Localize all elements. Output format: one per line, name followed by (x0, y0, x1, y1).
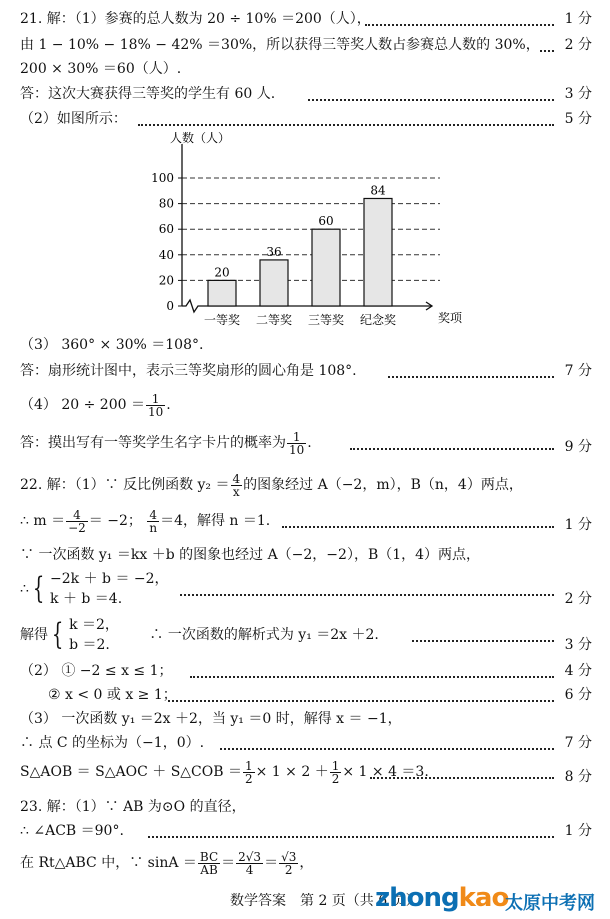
score: 7 分 (564, 735, 592, 751)
bar (260, 260, 288, 306)
y-tick-label: 100 (151, 171, 174, 185)
q23-line-2 (20, 820, 600, 842)
q23-line-3 (20, 846, 600, 880)
equals: ＝ (264, 855, 279, 871)
data-label: 36 (266, 244, 282, 259)
q22-line-2 (20, 506, 600, 536)
q21-text-3: 200 × 30% ＝60（人）. (20, 61, 182, 77)
q21-line-8: （4） 20 ÷ 200 ＝ $\frac{1}{10}$ . (20, 391, 171, 419)
y-tick-label: 60 (158, 222, 174, 237)
dot-leader (168, 678, 554, 702)
q21-line-9: 答：摸出写有一等奖学生名字卡片的概率为 $\frac{1}{10}$ . 9 分 (20, 428, 600, 458)
q22-line-5 (20, 614, 600, 656)
bar (364, 198, 392, 306)
dot-leader (540, 28, 554, 52)
data-label: 60 (318, 214, 334, 229)
page-footer: 数学答案 第 2 页（共 6 页） (230, 893, 420, 909)
q22-text-2c: ＝4，解得 n ＝1. (160, 513, 271, 529)
dot-leader (370, 755, 554, 779)
equals: ＝ (221, 855, 236, 871)
q23-text-1: 23. 解：（1）∵ AB 为⊙O 的直径， (20, 799, 246, 815)
q21-line-2 (20, 34, 600, 56)
q22-line-1 (20, 470, 600, 500)
dot-leader (138, 102, 554, 126)
dot-leader (412, 618, 554, 642)
fraction: $\frac{4}{-2}$ (68, 507, 86, 535)
q22-text-8: （3） 一次函数 y₁ ＝2x ＋2，当 y₁ ＝0 时，解得 x ＝ −1， (20, 711, 402, 727)
score: 4 分 (564, 663, 592, 679)
q22-line-7 (48, 684, 600, 706)
score: 3 分 (564, 637, 592, 653)
q22-text-3: ∵ 一次函数 y₁ ＝kx ＋b 的图象也经过 A（−2，−2），B（1，4）两点， (20, 547, 481, 563)
dot-leader (282, 504, 554, 528)
dot-leader (180, 572, 554, 596)
y-tick-label: 0 (166, 299, 174, 313)
watermark-brand: zhongkao (375, 883, 509, 913)
q22-text-5: ∴ 一次函数的解析式为 y₁ ＝2x ＋2. (149, 627, 379, 643)
dot-leader (350, 426, 554, 450)
fraction: $\frac{2√3}{4}$ (238, 849, 262, 877)
dot-leader (388, 354, 554, 378)
q22-solve: 解得 (20, 627, 48, 643)
q22-text-9: ∴ 点 C 的坐标为（−1，0）. (20, 735, 205, 751)
data-label: 20 (214, 265, 230, 280)
fraction: $\frac{BC}{AB}$ (199, 849, 219, 877)
bar (208, 280, 236, 306)
q21-text-2: 由 1 − 10% − 18% − 42% ＝30%，所以获得三等奖人数占参赛总人数的 30%， (20, 37, 540, 53)
x-tick-label: 纪念奖 (359, 313, 397, 327)
q21-text-9: 答：摸出写有一等奖学生名字卡片的概率为 (20, 435, 286, 451)
q22-line-9 (20, 732, 600, 754)
q21-text-5: （2）如图所示： (20, 111, 127, 127)
q22-therefore: ∴ (20, 581, 29, 597)
q21-text-4: 答：这次大赛获得三等奖的学生有 60 人. (20, 86, 276, 102)
score: 5 分 (564, 111, 592, 127)
q22-line-4 (20, 568, 600, 610)
q21-text-1: 21. 解：（1）参赛的总人数为 20 ÷ 10% ＝200（人）， (20, 11, 371, 27)
score: 3 分 (564, 86, 592, 102)
q22-text-7: ② x < 0 或 x ≥ 1； (48, 687, 177, 703)
watermark-logo (375, 883, 605, 915)
q22-text-1b: 的图象经过 A（−2，m），B（n，4）两点， (243, 477, 523, 493)
fraction: $\frac{1}{2}$ (244, 758, 253, 786)
q22-line-3 (20, 544, 600, 566)
q21-text-7: 答：扇形统计图中，表示三等奖扇形的圆心角是 108°. (20, 363, 357, 379)
watermark-site: 太原中考网 (505, 893, 595, 914)
score: 1 分 (564, 517, 592, 533)
q21-line-7 (20, 360, 600, 382)
y-tick-label: 40 (158, 247, 174, 262)
x-tick-label: 二等奖 (255, 313, 293, 327)
q23-text-2: ∴ ∠ACB ＝90°. (20, 823, 124, 839)
bar (312, 229, 340, 306)
x-axis-label: 奖项 (438, 311, 463, 325)
q21-text-8: （4） 20 ÷ 200 ＝ (20, 397, 145, 413)
score: 1 分 (564, 823, 592, 839)
q21-text-6: （3） 360° × 30% ＝108°. (20, 337, 204, 353)
bar-chart (150, 128, 470, 330)
y-tick-label: 20 (158, 273, 174, 288)
score: 8 分 (564, 769, 592, 785)
fraction: $\frac{1}{2}$ (331, 758, 340, 786)
q21-line-1 (20, 8, 600, 30)
q22-text-2a: ∴ m ＝ (20, 513, 66, 529)
brace: { (32, 571, 45, 606)
y-axis-label: 人数（人） (170, 131, 231, 145)
data-label: 84 (370, 183, 386, 198)
x-tick-label: 一等奖 (203, 313, 241, 327)
score: 9 分 (564, 439, 592, 455)
dot-leader (190, 654, 554, 678)
q22-text-10a: S△AOB ＝ S△AOC ＋ S△COB ＝ (20, 764, 242, 780)
fraction: $\frac{√3}{2}$ (281, 849, 297, 877)
fraction: $\frac{1}{10}$ (289, 429, 305, 457)
q22-text-2b: ＝ −2； (88, 513, 142, 529)
score: 7 分 (564, 363, 592, 379)
dot-leader (220, 726, 554, 750)
score: 6 分 (564, 687, 592, 703)
q22-text-10c: × 1 × 4 ＝3. (342, 764, 429, 780)
dot-leader (148, 814, 554, 838)
q22-text-1a: 22. 解：（1）∵ 反比例函数 y₂ ＝ (20, 477, 230, 493)
q22-text-6: （2） ① −2 ≤ x ≤ 1； (20, 663, 173, 679)
q23-text-3: 在 Rt△ABC 中，∵ sinA ＝ (20, 855, 197, 871)
equation-system: k ＝2， b ＝2. (69, 617, 119, 653)
q22-text-10b: × 1 × 2 ＋ (255, 764, 329, 780)
score: 2 分 (564, 37, 592, 53)
comma: ， (299, 855, 314, 871)
dot-leader (365, 2, 554, 26)
fraction: $\frac{4}{n}$ (149, 507, 158, 535)
x-tick-label: 三等奖 (307, 313, 345, 327)
equation-system: −2k ＋ b ＝ −2， k ＋ b ＝4. (50, 571, 169, 607)
fraction: $\frac{4}{x}$ (232, 471, 241, 499)
fraction: $\frac{1}{10}$ (147, 391, 164, 419)
score: 1 分 (564, 11, 592, 27)
brace: { (51, 617, 64, 652)
q21-line-5 (20, 108, 600, 130)
dot-leader (308, 77, 554, 101)
score: 2 分 (564, 591, 592, 607)
y-tick-label: 80 (158, 196, 174, 211)
q21-line-6 (20, 334, 600, 356)
q22-line-10 (20, 756, 600, 788)
